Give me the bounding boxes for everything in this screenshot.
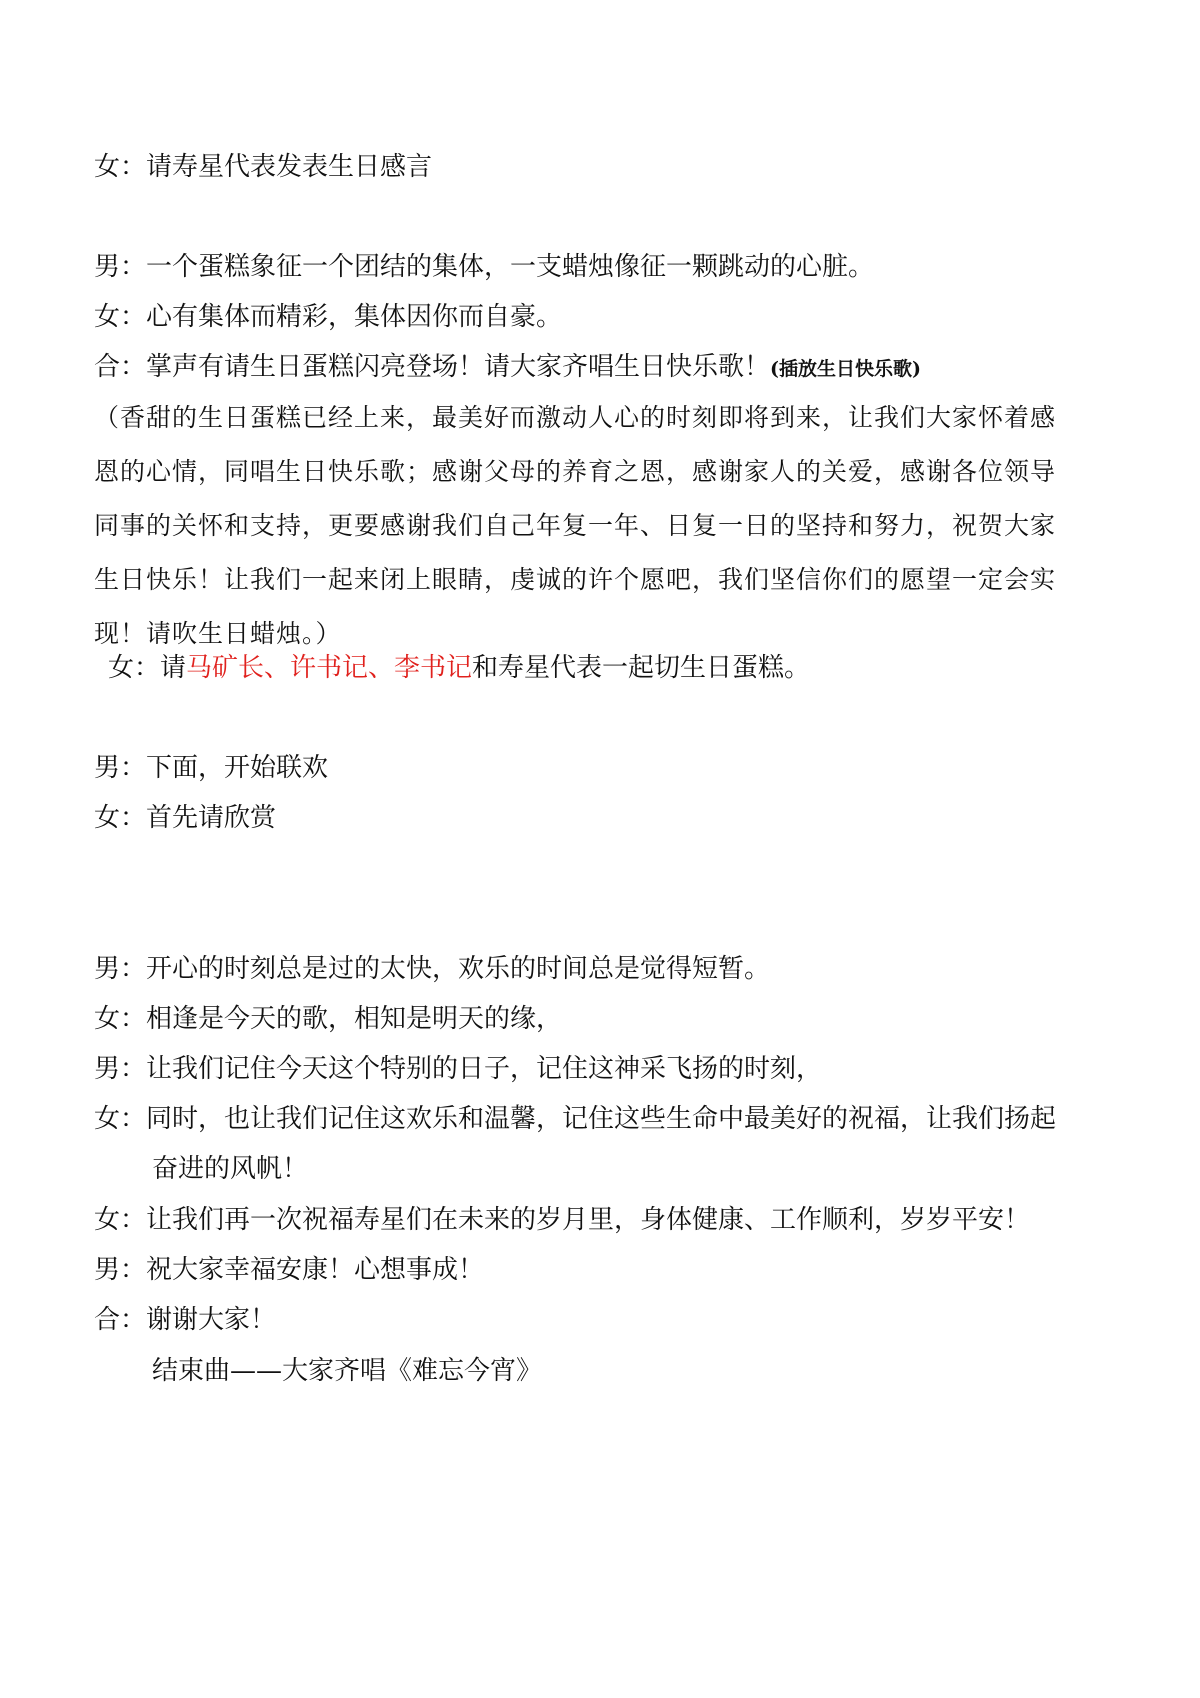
narration-line: 恩的心情，同唱生日快乐歌；感谢父母的养育之恩，感谢家人的关爱，感谢各位领导 xyxy=(94,457,1057,486)
script-line xyxy=(94,1103,1164,1135)
speaker-label: 女： xyxy=(94,152,147,182)
speaker-label: 女： xyxy=(94,803,147,833)
script-line xyxy=(94,1053,1164,1085)
line-text: 让我们记住今天这个特别的日子，记住这神采飞扬的时刻， xyxy=(146,1054,823,1084)
speaker-label: 女： xyxy=(94,302,147,332)
narration-line: （香甜的生日蛋糕已经上来，最美好而激动人心的时刻即将到来，让我们大家怀着感 xyxy=(94,403,1057,432)
line-text: 和寿星代表一起切生日蛋糕。 xyxy=(472,653,811,683)
script-line xyxy=(94,1003,1164,1035)
narration-line: 同事的关怀和支持，更要感谢我们自己年复一年、日复一日的坚持和努力，祝贺大家 xyxy=(94,511,1057,540)
script-line xyxy=(94,151,1164,183)
speaker-label: 女： xyxy=(108,653,161,683)
script-line xyxy=(94,251,1164,283)
line-text: 请 xyxy=(160,653,187,683)
line-text: 下面，开始联欢 xyxy=(146,753,329,783)
line-text: 结束曲——大家齐唱《难忘今宵》 xyxy=(152,1356,543,1386)
line-text: 请寿星代表发表生日感言 xyxy=(146,152,433,182)
speaker-label: 合： xyxy=(94,1305,147,1335)
speaker-label: 男： xyxy=(94,252,147,282)
script-line xyxy=(94,351,1164,385)
line-text: 开心的时刻总是过的太快，欢乐的时间总是觉得短暂。 xyxy=(146,954,771,984)
line-text: 谢谢大家！ xyxy=(146,1305,277,1335)
script-line xyxy=(94,1254,1164,1286)
line-text: 奋进的风帆！ xyxy=(152,1154,309,1184)
script-line xyxy=(94,752,1164,784)
script-line xyxy=(108,652,1178,684)
line-text: 首先请欣赏 xyxy=(146,803,277,833)
speaker-label: 合： xyxy=(94,352,147,382)
narration-block xyxy=(94,391,1169,661)
script-line-continuation xyxy=(152,1153,1200,1185)
script-line xyxy=(94,802,1164,834)
narration-line: 现！请吹生日蜡烛。） xyxy=(94,619,342,648)
line-text: 祝大家幸福安康！心想事成！ xyxy=(146,1255,485,1285)
speaker-label: 男： xyxy=(94,753,147,783)
line-text: 心有集体而精彩，集体因你而自豪。 xyxy=(146,302,563,332)
closing-song-line xyxy=(152,1355,1200,1387)
speaker-label: 女： xyxy=(94,1104,147,1134)
speaker-label: 女： xyxy=(94,1205,147,1235)
script-line xyxy=(94,301,1164,333)
speaker-label: 男： xyxy=(94,1054,147,1084)
line-text: 让我们再一次祝福寿星们在未来的岁月里，身体健康、工作顺利，岁岁平安！ xyxy=(146,1205,1031,1235)
script-line xyxy=(94,1204,1164,1236)
line-text: 相逢是今天的歌，相知是明天的缘， xyxy=(146,1004,563,1034)
line-text: 掌声有请生日蛋糕闪亮登场！请大家齐唱生日快乐歌！ xyxy=(146,352,771,382)
speaker-label: 女： xyxy=(94,1004,147,1034)
speaker-label: 男： xyxy=(94,1255,147,1285)
script-line xyxy=(94,1304,1164,1336)
script-line xyxy=(94,953,1164,985)
line-text: 同时，也让我们记住这欢乐和温馨，记住这些生命中最美好的祝福，让我们扬起 xyxy=(146,1104,1057,1134)
highlighted-names: 马矿长、许书记、李书记 xyxy=(186,653,473,683)
speaker-label: 男： xyxy=(94,954,147,984)
narration-line: 生日快乐！让我们一起来闭上眼睛，虔诚的许个愿吧，我们坚信你们的愿望一定会实 xyxy=(94,565,1057,594)
stage-note: (插放生日快乐歌) xyxy=(770,358,922,380)
line-text: 一个蛋糕象征一个团结的集体，一支蜡烛像征一颗跳动的心脏。 xyxy=(146,252,875,282)
